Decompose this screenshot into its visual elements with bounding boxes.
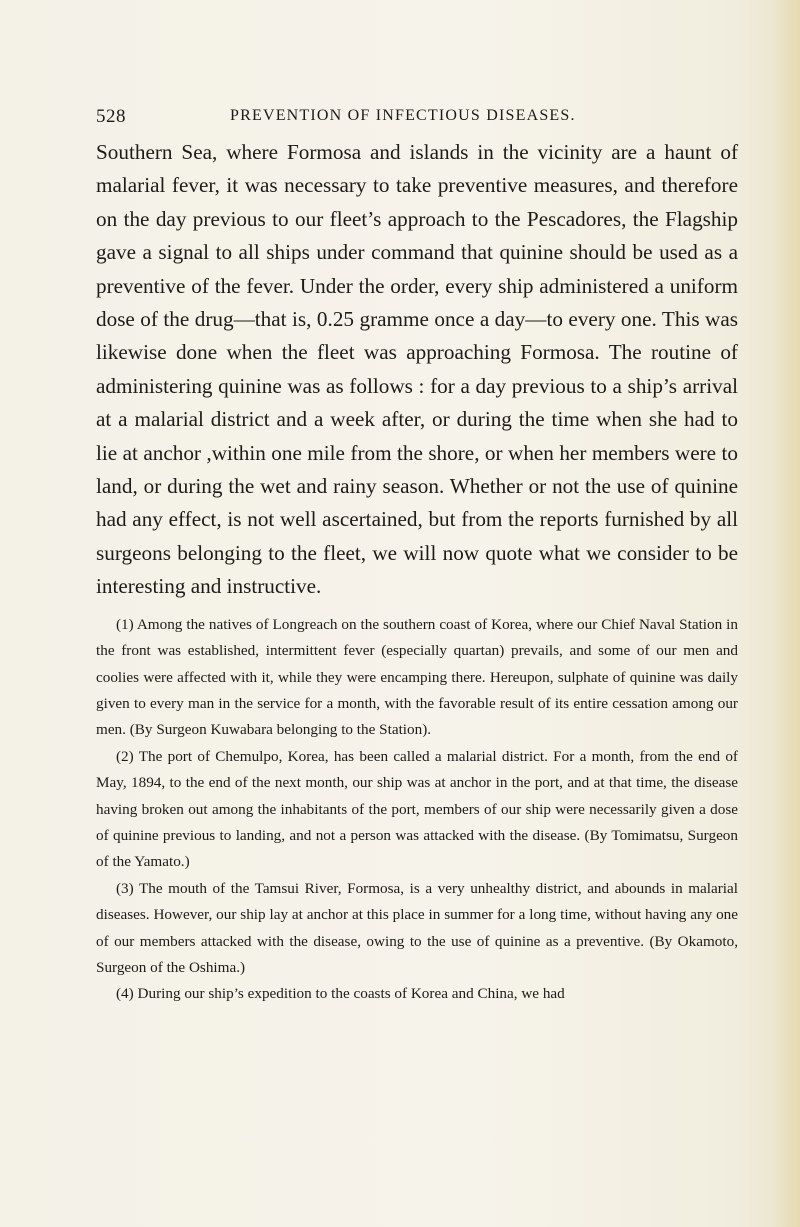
page-edge-shading — [774, 0, 800, 1227]
page-body — [96, 136, 738, 1008]
numbered-note-2: (2) The port of Chemulpo, Korea, has been called a malarial district. For a month, from the end of May, 1894, to the end of the next month, our ship was at anchor in the port, and at that time, the disease having broken out among the inhabitants of the port, members of our ship were necessarily given a dose of quinine previous to landing, and not a person was attacked with the disease. (By Tomimatsu, Surgeon of the Yamato.) — [96, 747, 738, 871]
page-number: 528 — [96, 106, 126, 127]
numbered-note-3: (3) The mouth of the Tamsui River, Formosa, is a very unhealthy district, and abounds in malarial diseases. However, our ship lay at anchor at this place in summer for a long time, without having any one of our members attacked with the disease, owing to the use of quinine as a preventive. (By Okamoto, Surgeon of the Oshima.) — [96, 879, 738, 976]
running-header — [96, 106, 736, 130]
main-paragraph: Southern Sea, where Formosa and islands in the vicinity are a haunt of malarial fever, it was necessary to take preventive measures, and therefore on the day previous to our fleet’s approach to the Pescadores, the Flagship gave a signal to all ships under command that quinine should be used as a preventive of the fever. Under the order, every ship administered a uniform dose of the drug—that is, 0.25 gramme once a day—to every one. This was likewise done when the fleet was approaching Formosa. The routine of administering quinine was as follows : for a day previous to a ship’s arrival at a malarial district and a week after, or during the time when she had to lie at anchor ,within one mile from the shore, or when her members were to land, or during the wet and rainy season. Whether or not the use of quinine had any effect, is not well ascertained, but from the reports furnished by all surgeons belonging to the fleet, we will now quote what we consider to be interesting and instructive. — [96, 140, 738, 599]
numbered-note-4: (4) During our ship’s expedition to the coasts of Korea and China, we had — [116, 985, 565, 1003]
running-title: PREVENTION OF INFECTIOUS DISEASES. — [230, 107, 576, 124]
numbered-note-1: (1) Among the natives of Longreach on the southern coast of Korea, where our Chief Naval Station in the front was established, intermittent fever (especially quartan) prevails, and some of our men and coolies were affected with it, while they were encamping there. Hereupon, sulphate of quinine was daily given to every man in the service for a month, with the favorable result of its entire cessation among our men. (By Surgeon Kuwabara belonging to the Station). — [96, 615, 738, 739]
